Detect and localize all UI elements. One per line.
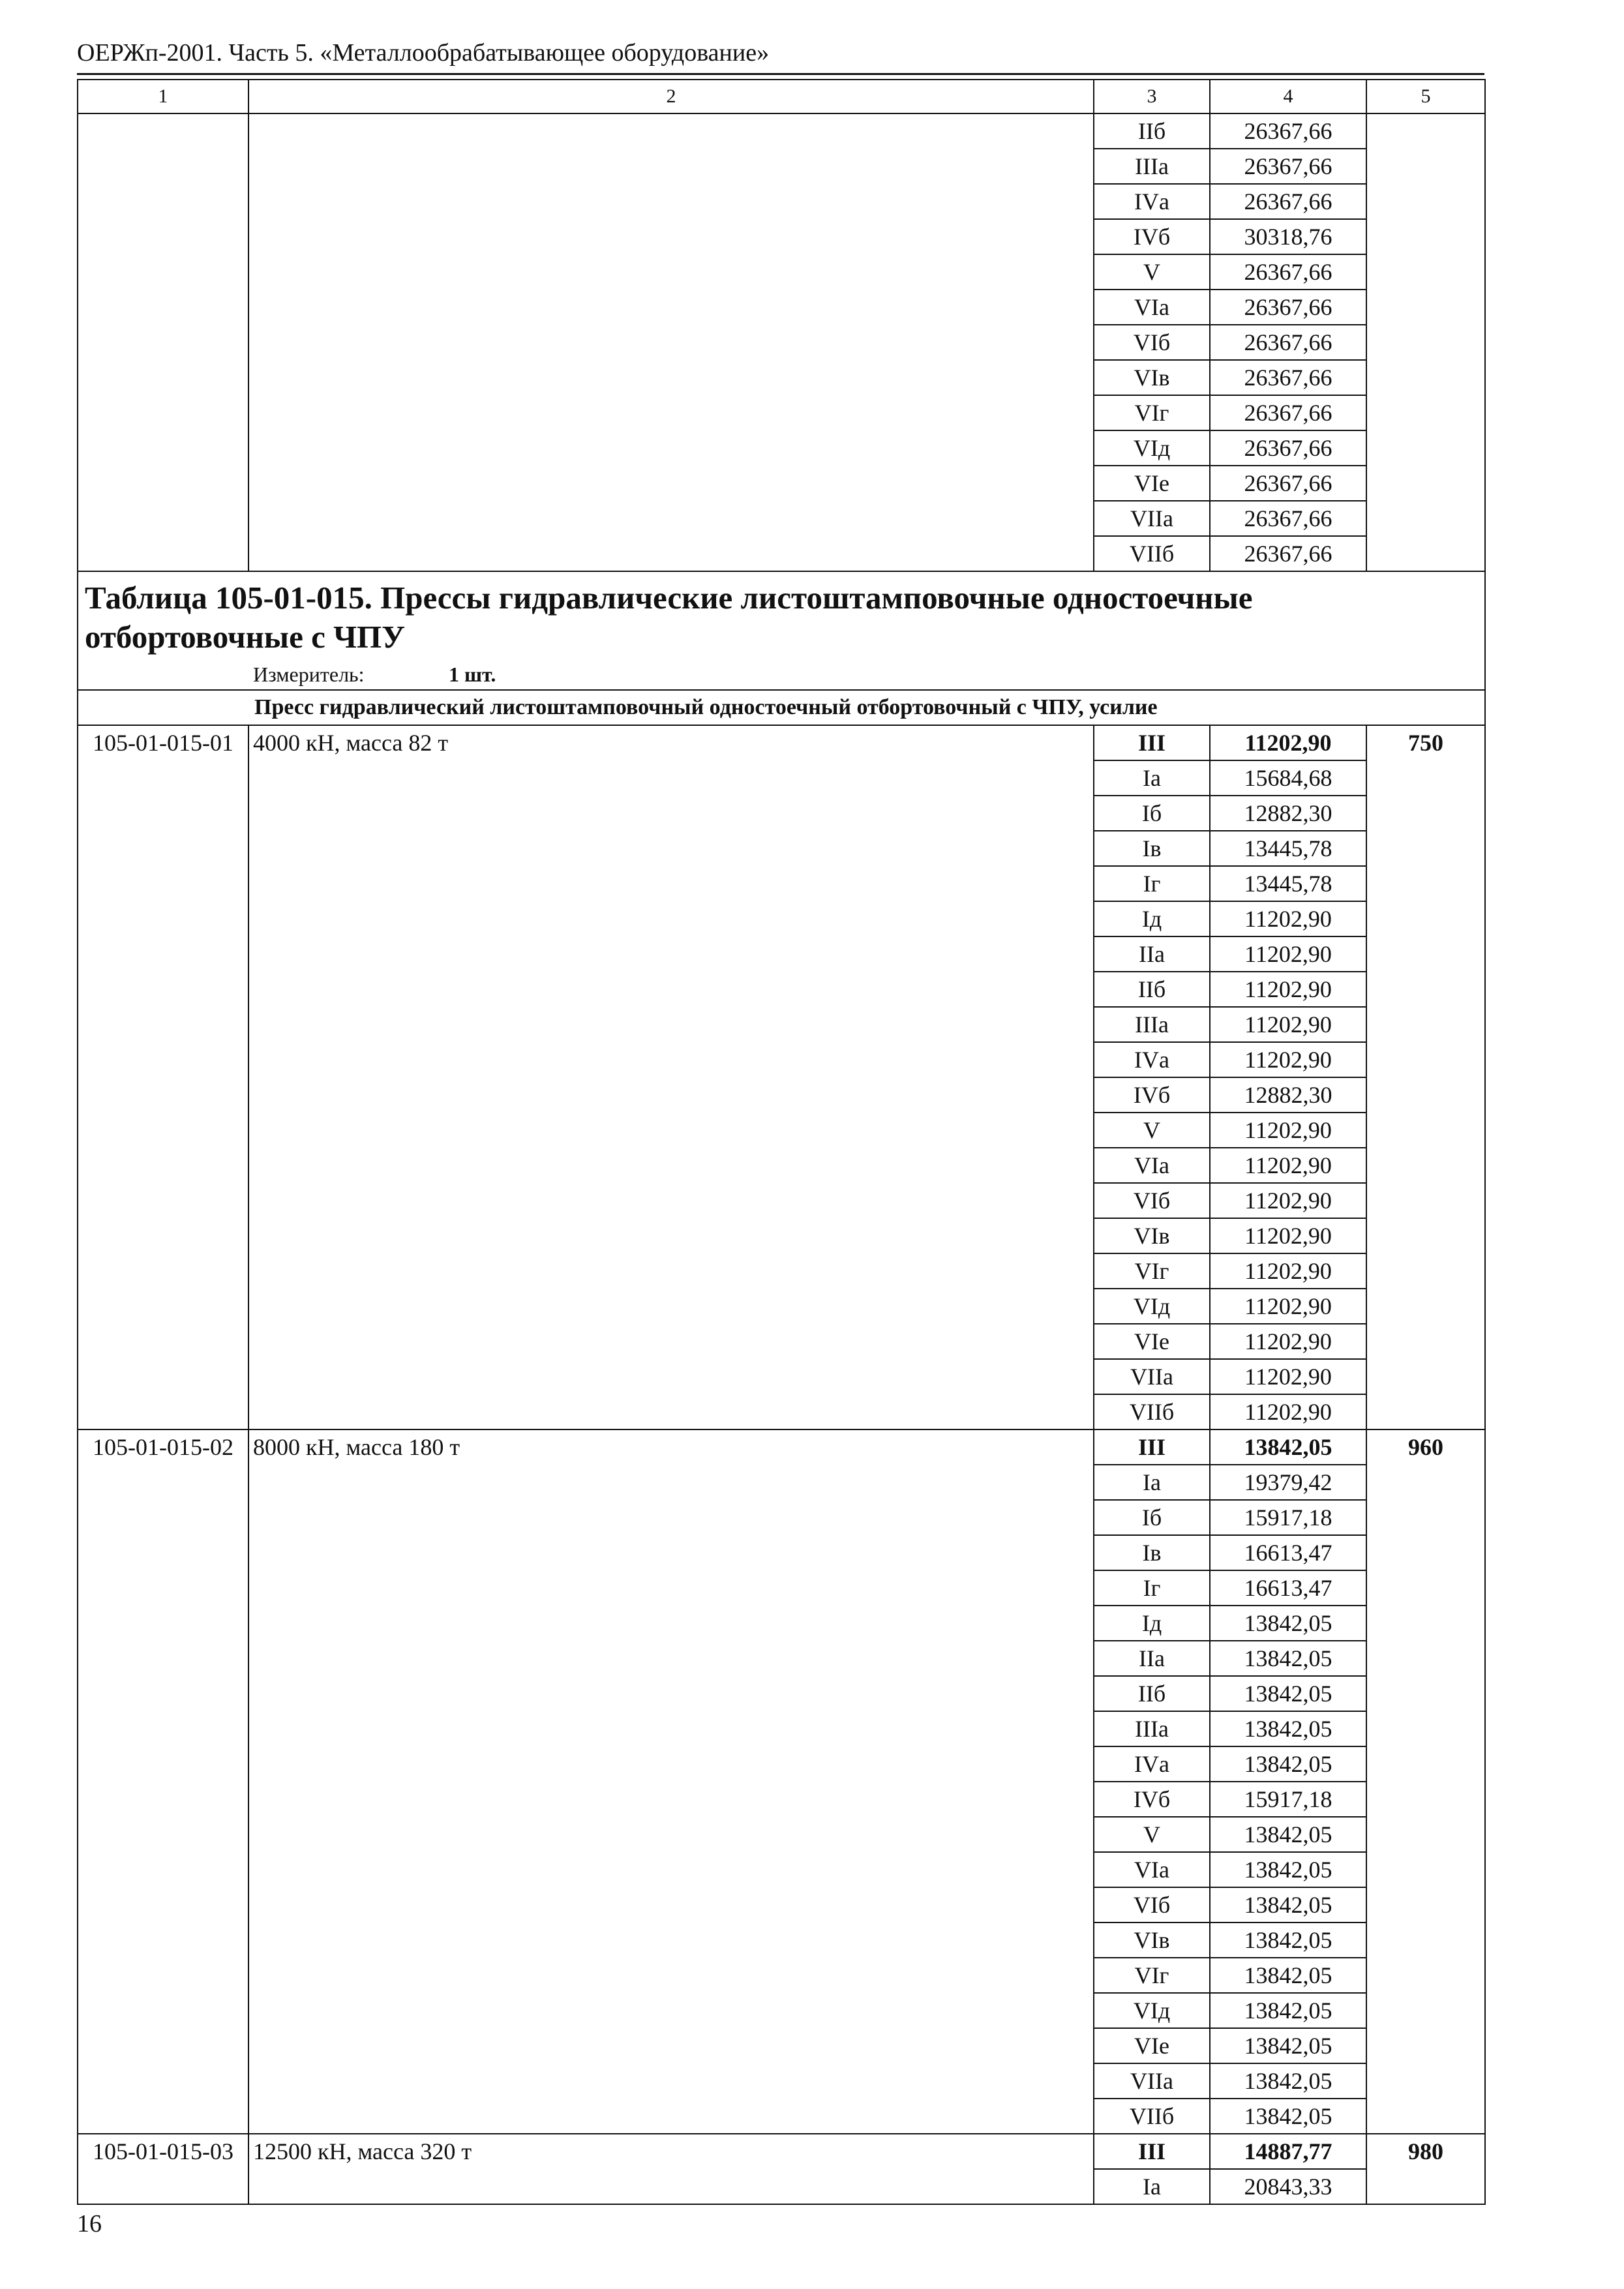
zone-cell: VIд xyxy=(1094,1289,1210,1324)
extra-value: 960 xyxy=(1366,1429,1485,2134)
price-cell: 26367,66 xyxy=(1210,395,1366,430)
price-cell: 26367,66 xyxy=(1210,254,1366,290)
zone-cell: VIа xyxy=(1094,290,1210,325)
price-cell: 11202,90 xyxy=(1210,1148,1366,1183)
price-cell: 16613,47 xyxy=(1210,1535,1366,1570)
price-cell: 13842,05 xyxy=(1210,1606,1366,1641)
table-row xyxy=(78,2134,1485,2169)
price-cell: 12882,30 xyxy=(1210,1077,1366,1113)
zone-cell: IVа xyxy=(1094,1746,1210,1782)
price-cell: 26367,66 xyxy=(1210,466,1366,501)
price-cell: 11202,90 xyxy=(1210,1042,1366,1077)
price-cell: 26367,66 xyxy=(1210,149,1366,184)
price-cell: 11202,90 xyxy=(1210,1218,1366,1253)
zone-cell: Iд xyxy=(1094,901,1210,936)
price-cell: 13842,05 xyxy=(1210,1958,1366,1993)
table-title-block xyxy=(78,571,1485,690)
unit-line xyxy=(253,659,1478,689)
zone-cell: IVб xyxy=(1094,219,1210,254)
zone-cell: Iб xyxy=(1094,1500,1210,1535)
price-cell: 13842,05 xyxy=(1210,1676,1366,1711)
zone-cell: VIе xyxy=(1094,466,1210,501)
item-code: 105-01-015-03 xyxy=(78,2134,248,2204)
zone-cell: VIб xyxy=(1094,1183,1210,1218)
zone-cell: IVб xyxy=(1094,1782,1210,1817)
zone-cell: VIе xyxy=(1094,1324,1210,1359)
price-cell: 26367,66 xyxy=(1210,113,1366,149)
zone-cell: IIа xyxy=(1094,1641,1210,1676)
zone-cell: Iв xyxy=(1094,831,1210,866)
price-table xyxy=(77,79,1486,2205)
price-cell: 26367,66 xyxy=(1210,325,1366,360)
price-cell: 13842,05 xyxy=(1210,1887,1366,1922)
price-cell: 13842,05 xyxy=(1210,1922,1366,1958)
item-code: 105-01-015-01 xyxy=(78,725,248,1429)
zone-cell: IVб xyxy=(1094,1077,1210,1113)
zone-cell: Iа xyxy=(1094,760,1210,796)
zone-cell: VIе xyxy=(1094,2028,1210,2063)
zone-cell: Iг xyxy=(1094,1570,1210,1606)
column-number: 3 xyxy=(1094,80,1210,113)
column-number: 5 xyxy=(1366,80,1485,113)
zone-cell: VIв xyxy=(1094,1218,1210,1253)
zone-cell: VIIб xyxy=(1094,536,1210,571)
table-title-row xyxy=(78,571,1485,690)
price-cell: 15917,18 xyxy=(1210,1500,1366,1535)
price-cell: 11202,90 xyxy=(1210,725,1366,760)
item-description: 8000 кН, масса 180 т xyxy=(248,1429,1094,2134)
price-cell: 13842,05 xyxy=(1210,1429,1366,1465)
price-cell: 11202,90 xyxy=(1210,1183,1366,1218)
column-number-row xyxy=(78,80,1485,113)
price-cell: 13842,05 xyxy=(1210,2063,1366,2099)
zone-cell: VIв xyxy=(1094,360,1210,395)
price-cell: 11202,90 xyxy=(1210,901,1366,936)
zone-cell: IIIа xyxy=(1094,1007,1210,1042)
zone-cell: III xyxy=(1094,2134,1210,2169)
unit-value: 1 шт. xyxy=(449,663,496,686)
price-cell: 26367,66 xyxy=(1210,536,1366,571)
price-cell: 13445,78 xyxy=(1210,831,1366,866)
zone-cell: VIIб xyxy=(1094,1394,1210,1429)
header-rule xyxy=(77,73,1484,75)
price-cell: 13842,05 xyxy=(1210,1711,1366,1746)
price-cell: 15684,68 xyxy=(1210,760,1366,796)
price-cell: 13842,05 xyxy=(1210,2099,1366,2134)
zone-cell: IVа xyxy=(1094,184,1210,219)
zone-cell: VIа xyxy=(1094,1852,1210,1887)
price-cell: 16613,47 xyxy=(1210,1570,1366,1606)
zone-cell: VIIа xyxy=(1094,501,1210,536)
price-cell: 11202,90 xyxy=(1210,972,1366,1007)
zone-cell: III xyxy=(1094,725,1210,760)
price-cell: 11202,90 xyxy=(1210,936,1366,972)
zone-cell: Iа xyxy=(1094,1465,1210,1500)
zone-cell: VIг xyxy=(1094,395,1210,430)
unit-label: Измеритель: xyxy=(253,663,365,686)
extra-value: 980 xyxy=(1366,2134,1485,2204)
zone-cell: IIб xyxy=(1094,972,1210,1007)
price-cell: 13842,05 xyxy=(1210,1746,1366,1782)
zone-cell: IIа xyxy=(1094,936,1210,972)
price-cell: 13842,05 xyxy=(1210,1817,1366,1852)
zone-cell: VIа xyxy=(1094,1148,1210,1183)
zone-cell: VIб xyxy=(1094,325,1210,360)
zone-cell: IIIа xyxy=(1094,1711,1210,1746)
zone-cell: Iд xyxy=(1094,1606,1210,1641)
zone-cell: IVа xyxy=(1094,1042,1210,1077)
page-number: 16 xyxy=(77,2210,102,2237)
price-cell: 11202,90 xyxy=(1210,1394,1366,1429)
table-row xyxy=(78,113,1485,149)
price-cell: 26367,66 xyxy=(1210,360,1366,395)
column-number: 2 xyxy=(248,80,1094,113)
price-cell: 26367,66 xyxy=(1210,430,1366,466)
zone-cell: VIг xyxy=(1094,1253,1210,1289)
zone-cell: V xyxy=(1094,254,1210,290)
page-header: ОЕРЖп-2001. Часть 5. «Металлообрабатывающее оборудование» xyxy=(77,39,770,67)
zone-cell: Iв xyxy=(1094,1535,1210,1570)
extra-cell xyxy=(1366,113,1485,571)
item-description: 4000 кН, масса 82 т xyxy=(248,725,1094,1429)
price-cell: 13842,05 xyxy=(1210,2028,1366,2063)
price-cell: 15917,18 xyxy=(1210,1782,1366,1817)
table-title: Таблица 105-01-015. Прессы гидравлические листоштамповочные одностоечные отбортовочные с ЧПУ xyxy=(85,580,1253,655)
table-row xyxy=(78,725,1485,760)
extra-value: 750 xyxy=(1366,725,1485,1429)
zone-cell: V xyxy=(1094,1817,1210,1852)
price-cell: 20843,33 xyxy=(1210,2169,1366,2204)
zone-cell: III xyxy=(1094,1429,1210,1465)
price-cell: 26367,66 xyxy=(1210,501,1366,536)
item-code: 105-01-015-02 xyxy=(78,1429,248,2134)
price-cell: 30318,76 xyxy=(1210,219,1366,254)
zone-cell: VIд xyxy=(1094,430,1210,466)
zone-cell: Iб xyxy=(1094,796,1210,831)
price-cell: 13445,78 xyxy=(1210,866,1366,901)
subheading: Пресс гидравлический листоштамповочный одностоечный отбортовочный с ЧПУ, усилие xyxy=(78,690,1485,725)
zone-cell: IIб xyxy=(1094,1676,1210,1711)
zone-cell: V xyxy=(1094,1113,1210,1148)
zone-cell: VIIа xyxy=(1094,2063,1210,2099)
price-cell: 11202,90 xyxy=(1210,1289,1366,1324)
subheading-row xyxy=(78,690,1485,725)
price-cell: 19379,42 xyxy=(1210,1465,1366,1500)
zone-cell: VIIа xyxy=(1094,1359,1210,1394)
zone-cell: VIб xyxy=(1094,1887,1210,1922)
price-cell: 26367,66 xyxy=(1210,290,1366,325)
item-description: 12500 кН, масса 320 т xyxy=(248,2134,1094,2204)
code-cell xyxy=(78,113,248,571)
zone-cell: VIд xyxy=(1094,1993,1210,2028)
column-number: 4 xyxy=(1210,80,1366,113)
price-cell: 11202,90 xyxy=(1210,1113,1366,1148)
zone-cell: Iг xyxy=(1094,866,1210,901)
description-cell xyxy=(248,113,1094,571)
zone-cell: Iа xyxy=(1094,2169,1210,2204)
price-cell: 13842,05 xyxy=(1210,1641,1366,1676)
column-number: 1 xyxy=(78,80,248,113)
price-cell: 11202,90 xyxy=(1210,1253,1366,1289)
zone-cell: IIIа xyxy=(1094,149,1210,184)
price-cell: 11202,90 xyxy=(1210,1359,1366,1394)
price-cell: 12882,30 xyxy=(1210,796,1366,831)
price-cell: 11202,90 xyxy=(1210,1007,1366,1042)
zone-cell: VIв xyxy=(1094,1922,1210,1958)
price-cell: 26367,66 xyxy=(1210,184,1366,219)
zone-cell: VIIб xyxy=(1094,2099,1210,2134)
price-cell: 13842,05 xyxy=(1210,1993,1366,2028)
table-row xyxy=(78,1429,1485,1465)
price-cell: 13842,05 xyxy=(1210,1852,1366,1887)
price-cell: 14887,77 xyxy=(1210,2134,1366,2169)
zone-cell: VIг xyxy=(1094,1958,1210,1993)
zone-cell: IIб xyxy=(1094,113,1210,149)
price-cell: 11202,90 xyxy=(1210,1324,1366,1359)
